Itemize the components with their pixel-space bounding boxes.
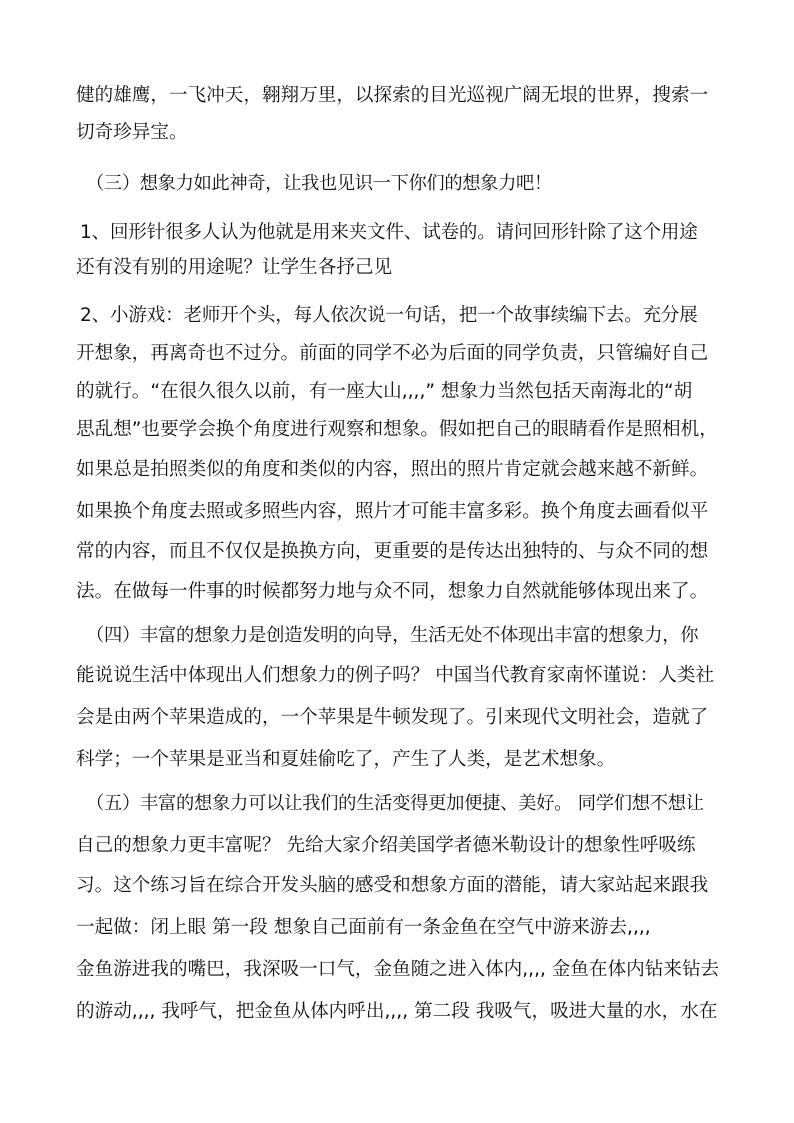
paragraph-line: 的就行。“在很久很久以前，有一座大山,,,,” 想象力当然包括天南海北的“胡	[76, 381, 693, 402]
paragraph-line: 科学；一个苹果是亚当和夏娃偷吃了，产生了人类，是艺术想象。	[76, 749, 616, 770]
paragraph-line: 常的内容，而且不仅仅是换换方向，更重要的是传达出独特的、与众不同的想	[76, 541, 709, 562]
paragraph-line: 会是由两个苹果造成的，一个苹果是牛顿发现了。引来现代文明社会，造就了	[76, 707, 709, 728]
paragraph-line: 开想象，再离奇也不过分。前面的同学不必为后面的同学负责，只管编好自己	[76, 343, 709, 364]
paragraph-line: 还有没有别的用途呢？让学生各抒己见	[76, 257, 393, 278]
section-heading-3: （三）想象力如此神奇，让我也见识一下你们的想象力吧！	[86, 173, 552, 194]
paragraph-line: 金鱼游进我的嘴巴，我深吸一口气，金鱼随之进入体内,,,, 金鱼在体内钻来钻去	[76, 959, 720, 980]
paragraph-line: 1、回形针很多人认为他就是用来夹文件、试卷的。请问回形针除了这个用途	[80, 222, 698, 243]
paragraph-line: 能说说生活中体现出人们想象力的例子吗？ 中国当代教育家南怀谨说：人类社	[76, 665, 715, 686]
section-heading-5: （五）丰富的想象力可以让我们的生活变得更加便捷、美好。 同学们想不想让	[86, 793, 704, 814]
paragraph-line: 思乱想”也要学会换个角度进行观察和想象。假如把自己的眼睛看作是照相机，	[76, 419, 718, 440]
paragraph-line: 健的雄鹰，一飞冲天，翱翔万里，以探索的目光巡视广阔无垠的世界，搜索一	[76, 85, 709, 106]
paragraph-line: 一起做：闭上眼 第一段 想象自己面前有一条金鱼在空气中游来游去,,,,	[76, 917, 651, 938]
paragraph-line: 习。这个练习旨在综合开发头脑的感受和想象方面的潜能，请大家站起来跟我	[76, 875, 709, 896]
paragraph-line: 法。在做每一件事的时候都努力地与众不同，想象力自然就能够体现出来了。	[76, 581, 709, 602]
paragraph-line: 的游动,,,, 我呼气，把金鱼从体内呼出,,,, 第二段 我吸气，吸进大量的水，水在	[76, 1001, 718, 1022]
paragraph-line: 自己的想象力更丰富呢？ 先给大家介绍美国学者德米勒设计的想象性呼吸练	[76, 835, 696, 856]
paragraph-line: 切奇珍异宝。	[76, 122, 188, 143]
paragraph-line: 如果换个角度去照或多照些内容，照片才可能丰富多彩。换个角度去画看似平	[76, 501, 709, 522]
paragraph-line: 如果总是拍照类似的角度和类似的内容，照出的照片肯定就会越来越不新鲜。	[76, 459, 709, 480]
section-heading-4: （四）丰富的想象力是创造发明的向导，生活无处不体现出丰富的想象力，你	[86, 625, 699, 646]
paragraph-line: 2、小游戏：老师开个头，每人依次说一句话，把一个故事续编下去。充分展	[80, 305, 698, 326]
